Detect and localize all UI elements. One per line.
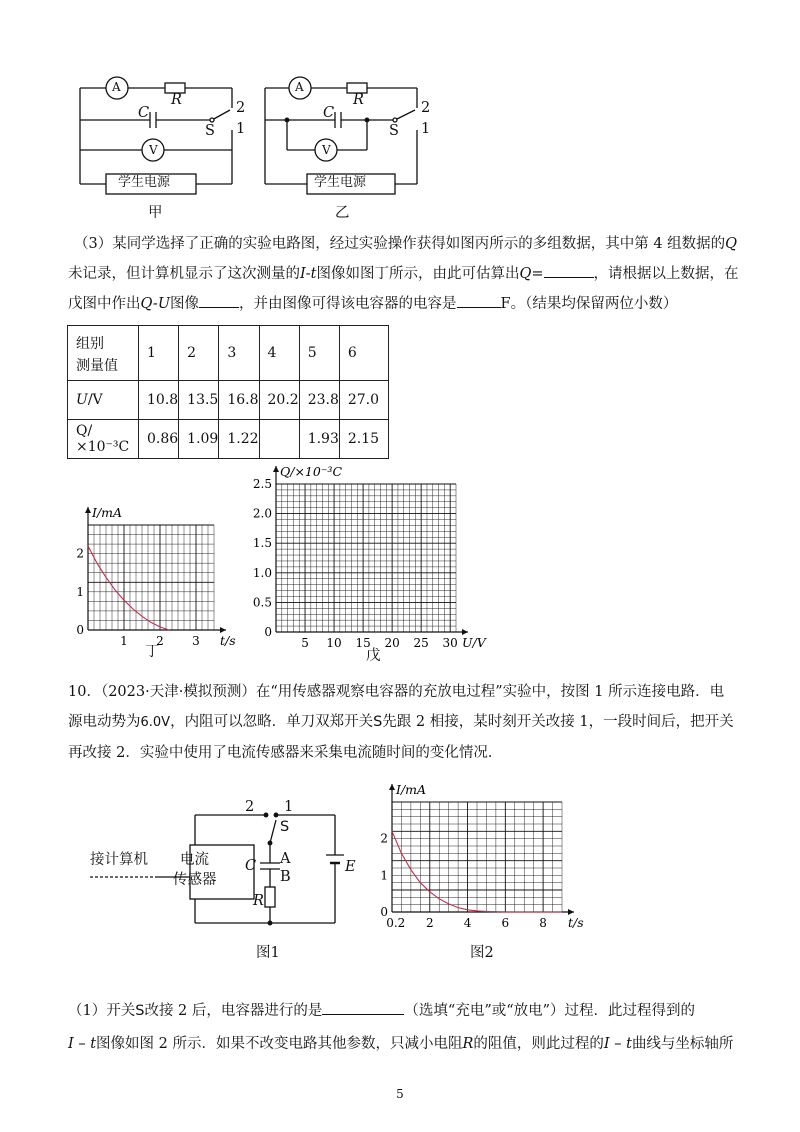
voltmeter-label-yi: V xyxy=(322,143,331,157)
figure-caption-fig2: 图2 xyxy=(470,945,494,961)
x-tick-label: 2 xyxy=(425,916,434,930)
x-axis-label: U/V xyxy=(462,635,486,650)
switch-label: S xyxy=(205,123,215,139)
x-tick-label: 10 xyxy=(326,636,342,650)
part1-paragraph: （1）开关S改接 2 后，电容器进行的是 （选填“充电”或“放电”）过程．此过程得到的 I – t图像如图 2 所示．如果不改变电路其他参数，只减小电阻R的阻值，则此过程的I – t曲线与坐标轴所 xyxy=(68,995,748,1061)
fig1-capacitor-label: C xyxy=(245,858,257,874)
y-axis-label: Q/×10⁻³C xyxy=(280,464,343,479)
x-tick-label: 25 xyxy=(413,636,429,650)
switch-pos2-label-yi: 2 xyxy=(421,100,431,116)
table-cell: 13.5 xyxy=(179,381,219,420)
data-table xyxy=(67,325,389,459)
table-header-cell: 组别 测量值 xyxy=(68,326,139,381)
switch-pos1-label-yi: 1 xyxy=(421,121,431,137)
figure-caption-wu: 戊 xyxy=(366,648,381,664)
power-supply-label-yi: 学生电源 xyxy=(314,175,367,190)
y-tick-label: 2 xyxy=(380,831,388,846)
y-tick-label: 0 xyxy=(264,625,272,639)
table-group-cell: 3 xyxy=(219,326,259,381)
table-group-cell: 4 xyxy=(259,326,299,381)
fig1-computer-label: 接计算机 xyxy=(90,852,148,868)
answer-blank-q[interactable] xyxy=(544,261,594,278)
table-group-cell: 6 xyxy=(339,326,388,381)
resistor-label: R xyxy=(171,92,182,108)
fig1-sensor-label-1: 电流 xyxy=(180,852,209,868)
switch-label-yi: S xyxy=(389,123,399,139)
y-tick-label: 1.0 xyxy=(252,565,272,580)
fig1-emf-label: E xyxy=(345,859,356,875)
table-cell: 0.86 xyxy=(139,420,179,459)
answer-blank-graph[interactable] xyxy=(199,291,239,308)
y-tick-label: 0.5 xyxy=(252,595,272,610)
capacitor-label: C xyxy=(138,105,150,121)
y-tick-label: 0 xyxy=(380,905,388,919)
y-tick-label: 2.5 xyxy=(252,477,272,491)
part3-paragraph: （3）某同学选择了正确的实验电路图，经过实验操作获得如图丙所示的多组数据，其中第 4 组数据的Q 未记录，但计算机显示了这次测量的I-t图像如图丁所示，由此可估算出Q= ，请根据以上数据，在 戊图中作出Q-U图像 ，并由图像可得该电容器的电容是 F。（结果均保留两位小数） xyxy=(68,236,739,312)
table-row-label-q: Q/×10⁻³C xyxy=(68,420,139,459)
table-cell: 20.2 xyxy=(259,381,299,420)
table-cell: 16.8 xyxy=(219,381,259,420)
figure-caption-jia: 甲 xyxy=(148,205,163,221)
table-group-cell: 2 xyxy=(179,326,219,381)
ammeter-label-yi: A xyxy=(295,80,304,94)
y-tick-label: 0 xyxy=(76,623,84,637)
y-axis-label: I/mA xyxy=(396,782,427,797)
x-tick-label: 0.2 xyxy=(386,916,406,930)
x-tick-label: 3 xyxy=(192,634,200,648)
x-axis-label: t/s xyxy=(220,633,236,648)
power-supply-label: 学生电源 xyxy=(118,175,171,190)
fig1-plate-b-label: B xyxy=(280,869,291,885)
chart-wu-qu xyxy=(248,462,488,652)
resistor-label-yi: R xyxy=(353,92,364,108)
x-tick-label: 1 xyxy=(120,634,128,648)
y-tick-label: 1 xyxy=(380,868,388,883)
table-group-cell: 5 xyxy=(299,326,339,381)
answer-blank-process[interactable] xyxy=(322,998,404,1015)
y-axis-label: I/mA xyxy=(92,505,123,520)
switch-pos1-label: 1 xyxy=(236,121,246,137)
figure-caption-fig1: 图1 xyxy=(256,945,280,961)
fig1-pos2-label: 2 xyxy=(245,799,255,815)
y-axis-arrow xyxy=(85,507,91,513)
x-tick-label: 4 xyxy=(463,916,472,930)
table-cell: 1.22 xyxy=(219,420,259,459)
table-cell-missing[interactable] xyxy=(259,420,299,459)
y-tick-label: 1.5 xyxy=(252,536,272,551)
table-cell: 27.0 xyxy=(339,381,388,420)
figure-caption-ding: 丁 xyxy=(145,644,160,660)
fig1-sensor-label-2: 传感器 xyxy=(173,872,217,888)
x-axis-label: t/s xyxy=(568,915,584,930)
table-cell: 1.93 xyxy=(299,420,339,459)
y-tick-label: 2 xyxy=(76,546,84,561)
fig1-resistor-label: R xyxy=(253,893,264,909)
answer-blank-capacitance[interactable] xyxy=(457,291,501,308)
table-cell: 2.15 xyxy=(339,420,388,459)
ammeter-label: A xyxy=(112,80,121,94)
chart-ding-it xyxy=(60,495,240,655)
page-number: 5 xyxy=(396,1087,404,1101)
x-tick-label: 15 xyxy=(355,636,371,650)
table-group-cell: 1 xyxy=(139,326,179,381)
y-tick-label: 2.0 xyxy=(252,506,272,521)
circuit-fig1 xyxy=(80,795,370,945)
table-cell: 1.09 xyxy=(179,420,219,459)
table-cell: 23.8 xyxy=(299,381,339,420)
x-tick-label: 20 xyxy=(384,636,400,650)
figure-caption-yi: 乙 xyxy=(335,205,350,221)
question-10-paragraph: 10．（2023·天津·模拟预测）在“用传感器观察电容器的充放电过程”实验中，按图 1 所示连接电路．电 源电动势为6.0V，内阻可以忽略．单刀双郑开关S先跟 2 相接，某时刻开关改接 1，一段时间后，把开关 再改接 2．实验中使用了电流传感器来采集电流随时间的变化情况． xyxy=(68,684,734,761)
x-tick-label: 6 xyxy=(501,916,510,930)
y-axis-arrow xyxy=(273,466,279,472)
table-cell: 10.8 xyxy=(139,381,179,420)
x-tick-label: 2 xyxy=(156,634,164,648)
fig1-pos1-label: 1 xyxy=(284,799,294,815)
fig1-plate-a-label: A xyxy=(280,851,291,867)
table-row-label-u: U/V xyxy=(68,381,139,420)
y-axis-arrow xyxy=(389,784,395,790)
fig1-switch-label: S xyxy=(280,819,290,835)
switch-pos2-label: 2 xyxy=(236,100,246,116)
x-tick-label: 5 xyxy=(301,636,309,650)
y-tick-label: 1 xyxy=(76,584,84,599)
voltmeter-label: V xyxy=(149,143,158,157)
chart-fig2-it xyxy=(362,772,584,940)
x-tick-label: 8 xyxy=(539,916,547,930)
capacitor-label-yi: C xyxy=(323,105,335,121)
x-tick-label: 30 xyxy=(442,636,458,650)
